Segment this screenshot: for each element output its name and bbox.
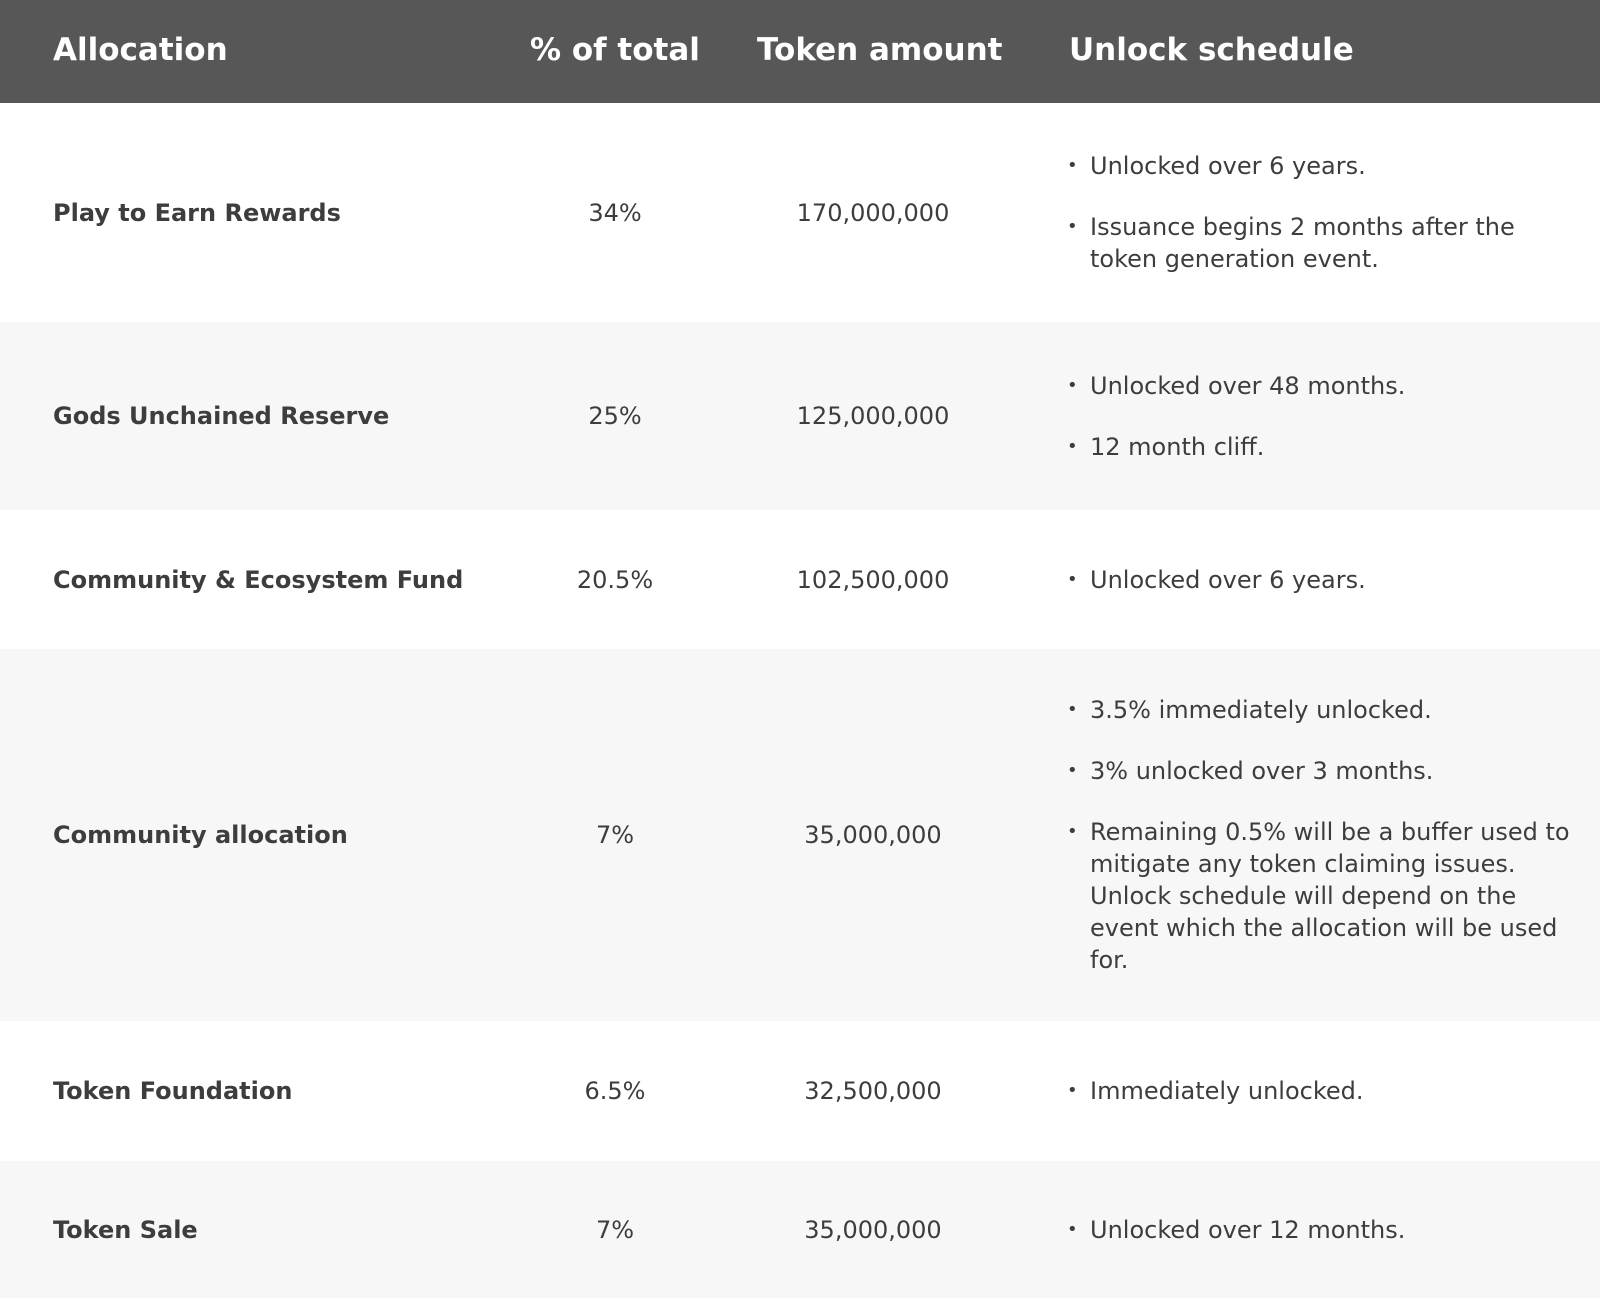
token-amount: 32,500,000	[804, 1077, 942, 1105]
percent-of-total: 7%	[595, 1215, 635, 1244]
unlock-schedule	[1062, 649, 1572, 1021]
unlock-item: • Unlocked over 48 months.	[1067, 371, 1406, 400]
unlock-item: • Issuance begins 2 months after the token generation event.	[1067, 213, 1515, 273]
table-row	[0, 322, 1600, 510]
percent-of-total: 34%	[588, 198, 642, 227]
bullet-icon: •	[1067, 568, 1078, 590]
header-allocation: Allocation	[53, 32, 228, 68]
table-row	[0, 1161, 1600, 1298]
bullet-icon: •	[1067, 216, 1078, 237]
bullet-icon: •	[1067, 374, 1078, 396]
percent-of-total: 25%	[588, 402, 642, 430]
percent-of-total: 20.5%	[576, 565, 654, 594]
table-row	[0, 1021, 1600, 1161]
token-amount: 35,000,000	[804, 821, 942, 849]
unlock-schedule	[1062, 1021, 1572, 1161]
header-percent-of-total: % of total	[530, 32, 700, 68]
allocation-name: Community & Ecosystem Fund	[53, 565, 464, 594]
unlock-item: • Immediately unlocked.	[1067, 1077, 1364, 1105]
allocation-name: Token Sale	[53, 1215, 198, 1244]
table-row	[0, 103, 1600, 322]
unlock-item: • Unlocked over 12 months.	[1067, 1215, 1406, 1244]
token-amount: 35,000,000	[804, 1215, 942, 1244]
allocation-name: Gods Unchained Reserve	[53, 402, 390, 430]
unlock-item: • 3.5% immediately unlocked.	[1067, 696, 1432, 724]
unlock-item: • Unlocked over 6 years.	[1067, 152, 1366, 180]
allocation-name: Token Foundation	[53, 1077, 293, 1105]
unlock-schedule	[1062, 1161, 1572, 1298]
unlock-item: • 3% unlocked over 3 months.	[1067, 757, 1434, 785]
token-amount: 102,500,000	[796, 565, 950, 594]
bullet-icon: •	[1067, 155, 1078, 176]
percent-of-total: 7%	[595, 821, 635, 849]
allocation-name: Play to Earn Rewards	[53, 198, 341, 227]
unlock-list	[1062, 1214, 1405, 1246]
unlock-list	[1062, 564, 1366, 596]
unlock-list	[1062, 1075, 1364, 1107]
bullet-icon: •	[1067, 1218, 1078, 1240]
token-amount: 125,000,000	[796, 402, 950, 430]
header-unlock-schedule: Unlock schedule	[1069, 32, 1354, 68]
bullet-icon: •	[1067, 760, 1078, 781]
unlock-schedule	[1062, 510, 1572, 649]
bullet-icon: •	[1067, 699, 1078, 720]
unlock-schedule	[1062, 322, 1572, 510]
allocation-name: Community allocation	[53, 821, 348, 849]
bullet-icon: •	[1067, 1080, 1078, 1101]
table-header	[0, 0, 1600, 103]
token-amount: 170,000,000	[796, 198, 950, 227]
unlock-list	[1062, 694, 1572, 976]
unlock-item: • Unlocked over 6 years.	[1067, 565, 1366, 594]
unlock-schedule	[1062, 103, 1572, 322]
table-row	[0, 649, 1600, 1021]
unlock-item: • 12 month cliff.	[1067, 432, 1265, 461]
percent-of-total: 6.5%	[584, 1077, 646, 1105]
header-token-amount: Token amount	[757, 32, 1003, 68]
unlock-list	[1062, 150, 1572, 275]
bullet-icon: •	[1067, 821, 1078, 842]
bullet-icon: •	[1067, 435, 1078, 457]
unlock-list	[1062, 370, 1405, 463]
table-row	[0, 510, 1600, 649]
unlock-item: • Remaining 0.5% will be a buffer used to mitigate any token claiming issues. Unlock schedule will depend on the event which the allocation will be used for.	[1067, 818, 1570, 974]
